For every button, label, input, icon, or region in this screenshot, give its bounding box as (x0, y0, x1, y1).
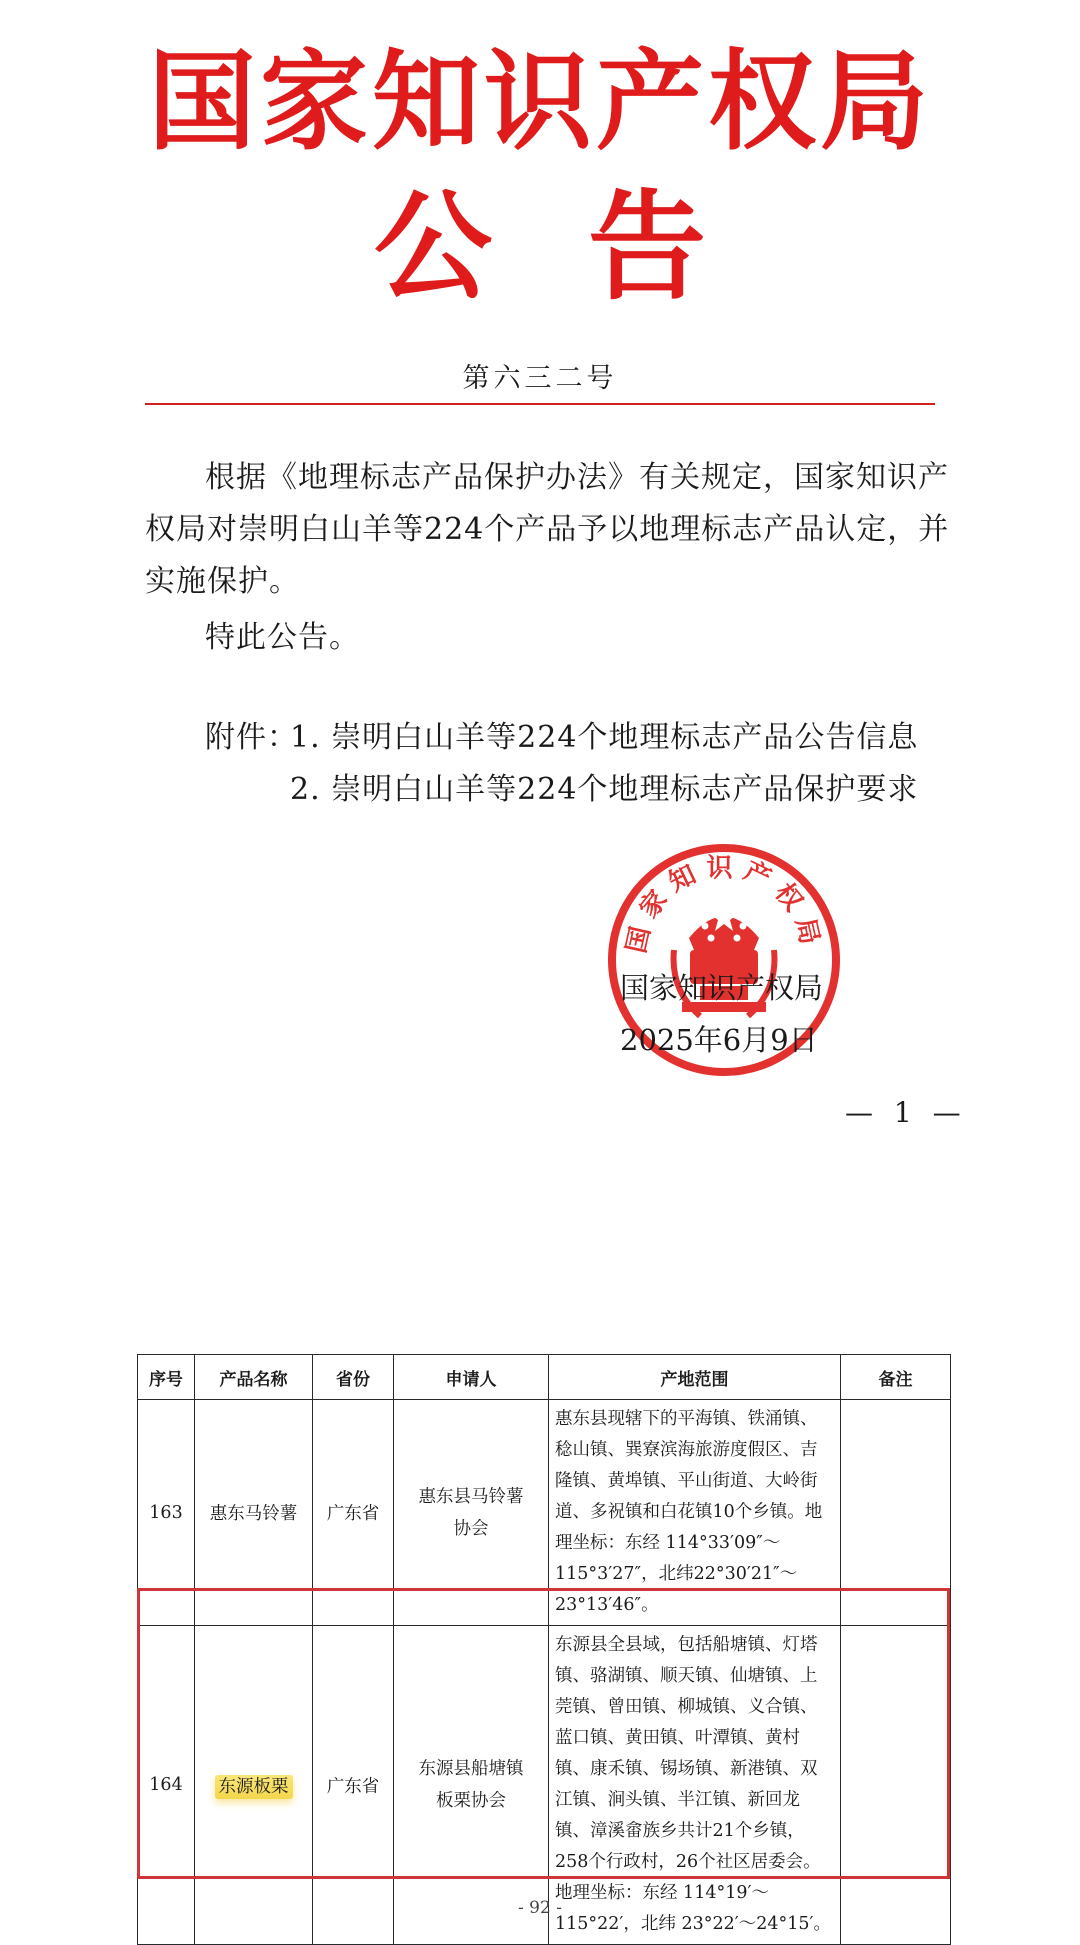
header-no: 序号 (138, 1355, 195, 1400)
highlight-box (137, 1588, 950, 1879)
origin-area: 惠东县现辖下的平海镇、铁涌镇、稔山镇、巽寮滨海旅游度假区、吉隆镇、黄埠镇、平山街道、大岭街道、多祝镇和白花镇10个乡镇。地理坐标：东经 114°33′09″～115°3′27″，北纬22°30′21″～23°13′46″。 (549, 1400, 841, 1626)
province: 广东省 (313, 1400, 394, 1626)
highlighted-product-name: 东源板栗 (215, 1775, 293, 1799)
signature-date: 2025年6月9日 (620, 1023, 818, 1057)
table-header-row (138, 1355, 951, 1400)
applicant: 东源县船塘镇板栗协会 (394, 1626, 549, 1945)
document-number: 第六三二号 (462, 363, 618, 394)
table-page-number: - 92 - (518, 1898, 562, 1918)
doc-type-title: 公告 (373, 177, 802, 316)
header-remarks: 备注 (841, 1355, 951, 1400)
org-title: 国家知识产权局 (147, 39, 932, 165)
red-divider (145, 403, 935, 405)
attachment-item-2: 2. 崇明白山羊等224个地理标志产品保护要求 (290, 772, 919, 807)
province: 广东省 (313, 1626, 394, 1945)
header-applicant: 申请人 (394, 1355, 549, 1400)
signature-organization: 国家知识产权局 (620, 971, 824, 1005)
header-province: 省份 (313, 1355, 394, 1400)
closing-paragraph: 特此公告。 (205, 620, 360, 655)
row-number: 163 (138, 1400, 195, 1626)
product-name: 惠东马铃薯 (195, 1400, 313, 1626)
header-product-name: 产品名称 (195, 1355, 313, 1400)
attachment-item-1: 1. 崇明白山羊等224个地理标志产品公告信息 (290, 720, 919, 755)
seal-text: 国家知识产权局 (621, 853, 827, 956)
applicant: 惠东县马铃薯协会 (394, 1400, 549, 1626)
header-origin-area: 产地范围 (549, 1355, 841, 1400)
row-number: 164 (138, 1626, 195, 1945)
attachment-label: 附件： (205, 720, 298, 755)
page-number: — 1 — (845, 1096, 967, 1129)
announcement-paragraph: 根据《地理标志产品保护办法》有关规定，国家知识产权局对崇明白山羊等224个产品予以地理标志产品认定，并实施保护。 (145, 460, 950, 599)
origin-area: 东源县全县域，包括船塘镇、灯塔镇、骆湖镇、顺天镇、仙塘镇、上莞镇、曾田镇、柳城镇、义合镇、蓝口镇、黄田镇、叶潭镇、黄村镇、康禾镇、锡场镇、新港镇、双江镇、涧头镇、半江镇、新回龙镇、漳溪畲族乡共计21个乡镇，258个行政村，26个社区居委会。地理坐标：东经 114°19′～115°22′，北纬 23°22′～24°15′。 (549, 1626, 841, 1945)
